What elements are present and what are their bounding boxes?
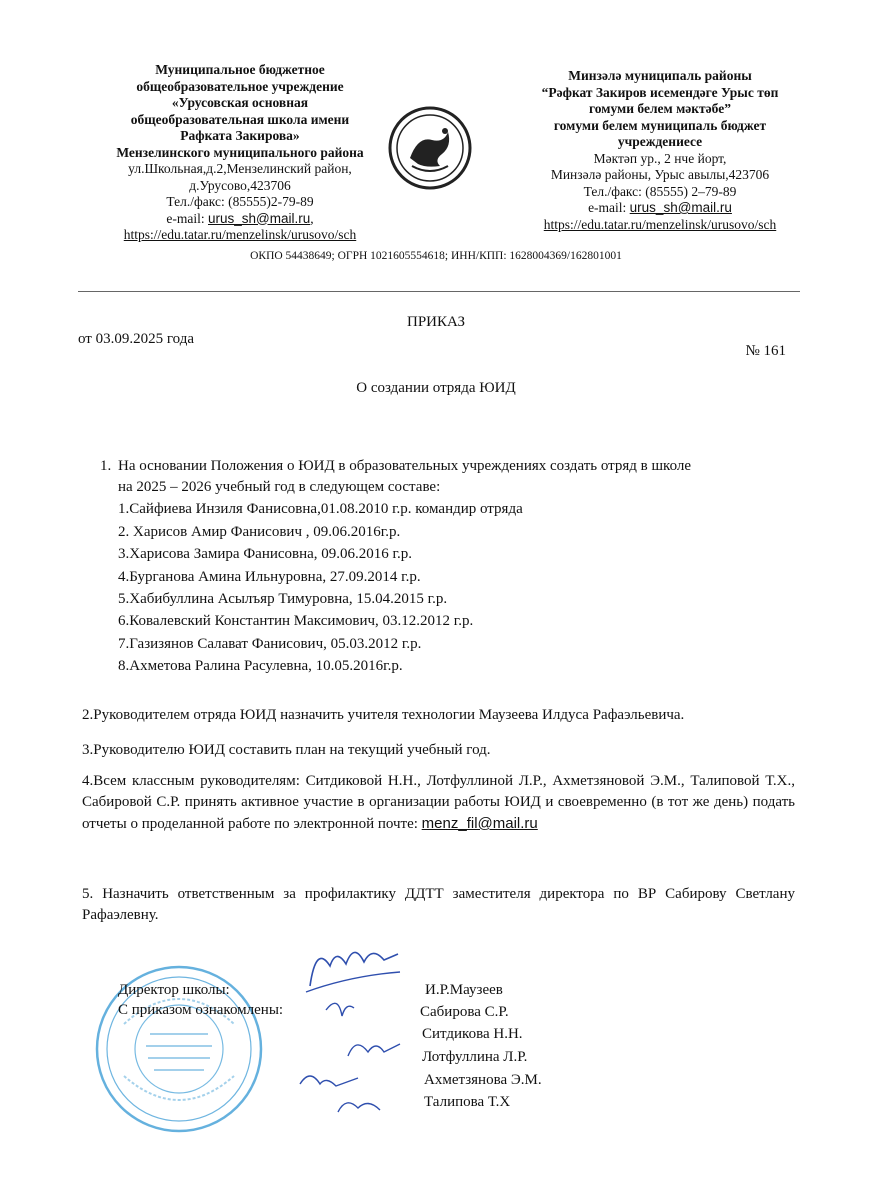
header-right <box>520 68 800 233</box>
item1-line2: на 2025 – 2026 учебный год в следующем составе: <box>118 479 441 495</box>
acquainted-name: Ахметзянова Э.М. <box>424 1072 542 1088</box>
item5-text: 5. Назначить ответственным за профилактику ДДТТ заместителя директора по ВР Сабирову Светлану Рафаэлевну. <box>82 886 795 923</box>
handwritten-signatures <box>280 936 420 1126</box>
acquainted-label: С приказом ознакомлены: <box>118 1002 284 1018</box>
member-item: 6.Ковалевский Константин Максимович, 03.12.2012 г.р. <box>118 613 474 629</box>
item1-marker: 1. <box>100 458 112 474</box>
member-item: 4.Бурганова Амина Ильнуровна, 27.09.2014 г.р. <box>118 569 421 585</box>
org-name-line: Мензелинского муниципального района <box>116 144 364 160</box>
item4-text <box>82 771 795 835</box>
org-name-line-tt: “Рәфкат Закиров исемендәге Урыс төп <box>541 84 779 100</box>
director-name: И.Р.Маузеев <box>425 982 503 998</box>
member-item: 3.Харисова Замира Фанисовна, 09.06.2016 г.р. <box>118 546 413 562</box>
acquainted-name: Сабирова С.Р. <box>420 1004 509 1020</box>
org-name-line-tt: Минзәлә муниципаль районы <box>568 68 752 83</box>
member-item: 8.Ахметова Ралина Расулевна, 10.05.2016г.р. <box>118 658 403 674</box>
org-name-line-tt: гомуми белем мәктәбе” <box>588 101 731 116</box>
address-line: д.Урусово,423706 <box>189 177 291 193</box>
document-title: ПРИКАЗ <box>407 314 465 330</box>
item2-text: 2.Руководителем отряда ЮИД назначить учителя технологии Маузеева Илдуса Рафаэльевича. <box>82 707 685 723</box>
email-link[interactable]: urus_sh@mail.ru <box>207 210 311 226</box>
tatarstan-emblem-icon <box>388 106 472 190</box>
acquainted-name: Талипова Т.Х <box>424 1094 511 1110</box>
member-item: 1.Сайфиева Инзиля Фанисовна,01.08.2010 г.р. командир отряда <box>118 501 523 517</box>
org-name-line-tt: гомуми белем муниципаль бюджет <box>553 117 767 133</box>
org-name-line: Рафката Закирова» <box>180 128 300 143</box>
report-email-link[interactable]: menz_fil@mail.ru <box>421 815 538 832</box>
item3-text: 3.Руководителю ЮИД составить план на текущий учебный год. <box>82 742 491 758</box>
acquainted-name: Лотфуллина Л.Р. <box>422 1049 528 1065</box>
org-name-line: общеобразовательная школа имени <box>130 111 350 127</box>
member-item: 5.Хабибуллина Асылъяр Тимуровна, 15.04.2015 г.р. <box>118 591 448 607</box>
org-name-line-tt: учреждениесе <box>617 134 703 149</box>
org-name-line: «Урусовская основная <box>171 95 309 110</box>
header-divider <box>78 291 800 292</box>
address-line: ул.Школьная,д.2,Мензелинский район, <box>128 161 352 176</box>
member-item: 2. Харисов Амир Фанисович , 09.06.2016г.р. <box>118 524 401 540</box>
address-line-tt: Мәктәп ур., 2 нче йорт, <box>593 150 727 166</box>
header-left <box>80 62 400 244</box>
org-name-line: общеобразовательное учреждение <box>136 78 344 94</box>
email-label-tt: e-mail: <box>588 200 630 215</box>
address-line-tt: Минзәлә районы, Урыс авылы,423706 <box>550 167 770 182</box>
phone: Тел./факс: (85555)2-79-89 <box>166 194 314 209</box>
registration-codes: ОКПО 54438649; ОГРН 1021605554618; ИНН/КПП: 1628004369/162801001 <box>250 250 622 262</box>
document-subject: О создании отряда ЮИД <box>356 380 516 396</box>
email-label: e-mail: <box>166 210 208 226</box>
website-link-tt[interactable]: https://edu.tatar.ru/menzelinsk/urusovo/sch <box>543 216 777 232</box>
item4-body: 4.Всем классным руководителям: Ситдиковой Н.Н., Лотфуллиной Л.Р., Ахметзяновой Э.М., Талиповой Т.Х., Сабировой С.Р. принять активное участие в организации работы ЮИД и своевременно (в тот же день) подать отчеты о проделанной работе по электронной почте: <box>82 773 795 832</box>
member-item: 7.Газизянов Салават Фанисович, 05.03.2012 г.р. <box>118 636 422 652</box>
website-link[interactable]: https://edu.tatar.ru/menzelinsk/urusovo/sch <box>123 227 357 242</box>
phone-tt: Тел./факс: (85555) 2–79-89 <box>583 183 737 199</box>
email-line <box>80 211 400 228</box>
email-suffix: , <box>310 210 314 226</box>
item1-line1: На основании Положения о ЮИД в образовательных учреждениях создать отряд в школе <box>118 458 692 474</box>
email-line-tt <box>520 200 800 217</box>
director-label: Директор школы: <box>118 982 230 998</box>
document-date: от 03.09.2025 года <box>78 331 194 347</box>
acquainted-name: Ситдикова Н.Н. <box>422 1026 523 1042</box>
org-name-line: Муниципальное бюджетное <box>155 62 325 77</box>
document-number: № 161 <box>745 343 786 359</box>
email-link-tt[interactable]: urus_sh@mail.ru <box>629 200 732 215</box>
